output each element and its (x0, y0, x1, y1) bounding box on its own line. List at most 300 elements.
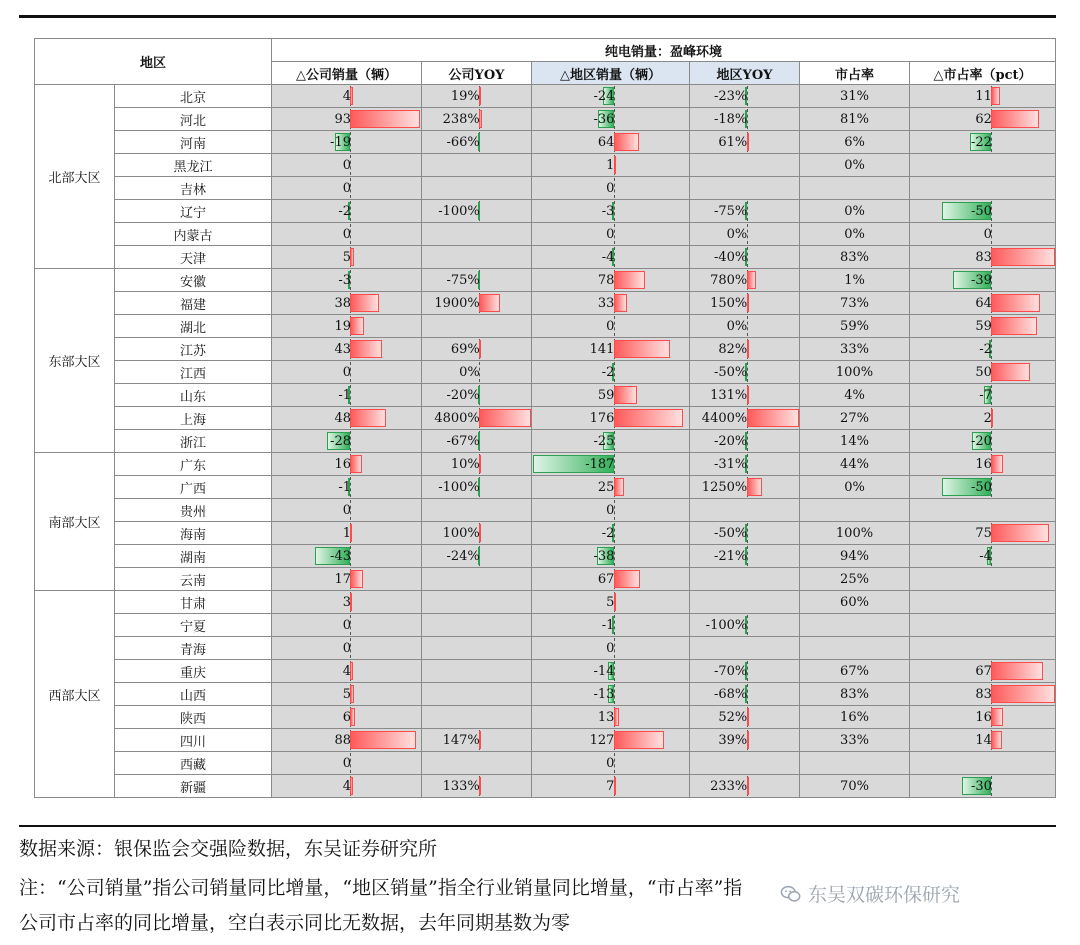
cell-company-sales (272, 246, 422, 269)
cell-company-sales (272, 223, 422, 246)
province-name: 河北 (115, 108, 272, 131)
cell-company-sales (272, 775, 422, 798)
cell-company-sales (272, 752, 422, 775)
cell-value: 59% (840, 318, 869, 334)
cell-region-yoy (690, 407, 800, 430)
cell-value: 27% (840, 410, 869, 426)
cell-value: -50% (713, 525, 748, 541)
province-name: 西藏 (115, 752, 272, 775)
table-row (35, 453, 1056, 476)
cell-market-share (800, 683, 910, 706)
cell-company-sales (272, 614, 422, 637)
cell-value: -1 (338, 387, 351, 403)
cell-value: 81% (840, 111, 869, 127)
cell-value: 75 (975, 525, 992, 541)
cell-company-sales (272, 430, 422, 453)
table-row (35, 752, 1056, 775)
cell-value: 0% (844, 226, 865, 242)
cell-company-sales (272, 131, 422, 154)
cell-market-share (800, 384, 910, 407)
cell-region-sales (532, 637, 690, 660)
cell-region-sales (532, 683, 690, 706)
cell-share-change (910, 775, 1056, 798)
positive-bar (991, 317, 1036, 335)
cell-value: 0% (726, 226, 748, 242)
region-name: 东部大区 (35, 269, 115, 453)
cell-value: 233% (710, 778, 748, 794)
cell-value: 69% (450, 341, 480, 357)
cell-region-yoy (690, 614, 800, 637)
cell-value: 5 (342, 249, 351, 265)
watermark (780, 880, 960, 907)
cell-company-sales (272, 453, 422, 476)
cell-value: 4 (342, 88, 351, 104)
cell-value: 60% (840, 594, 869, 610)
cell-company-yoy (422, 660, 532, 683)
cell-share-change (910, 522, 1056, 545)
cell-company-yoy (422, 315, 532, 338)
table-row (35, 591, 1056, 614)
cell-value: -1 (338, 479, 351, 495)
cell-region-sales (532, 775, 690, 798)
cell-region-yoy (690, 775, 800, 798)
cell-value: 0 (606, 502, 615, 518)
cell-company-yoy (422, 453, 532, 476)
cell-region-sales (532, 338, 690, 361)
cell-value: 0% (459, 364, 480, 380)
cell-region-yoy (690, 246, 800, 269)
cell-value: 0% (844, 479, 865, 495)
cell-region-yoy (690, 729, 800, 752)
cell-company-sales (272, 200, 422, 223)
cell-value: 94% (840, 548, 869, 564)
cell-company-yoy (422, 545, 532, 568)
cell-value: -23% (713, 88, 748, 104)
cell-region-sales (532, 591, 690, 614)
positive-bar (991, 248, 1055, 266)
cell-region-sales (532, 614, 690, 637)
cell-market-share (800, 453, 910, 476)
bottom-rule (19, 825, 1056, 827)
cell-value: -21% (713, 548, 748, 564)
cell-company-sales (272, 315, 422, 338)
province-name: 贵州 (115, 499, 272, 522)
province-name: 辽宁 (115, 200, 272, 223)
positive-bar (350, 570, 363, 588)
province-name: 新疆 (115, 775, 272, 798)
cell-value: 0 (342, 157, 351, 173)
cell-value: 4% (844, 387, 865, 403)
col-region-yoy: 地区YOY (690, 62, 800, 85)
cell-value: 1 (606, 157, 615, 173)
province-name: 四川 (115, 729, 272, 752)
sales-table (34, 38, 1056, 798)
cell-company-sales (272, 338, 422, 361)
group-title: 纯电销量：盈峰环境 (272, 39, 1056, 62)
table-row (35, 108, 1056, 131)
cell-company-sales (272, 729, 422, 752)
cell-region-yoy (690, 568, 800, 591)
cell-value: -4 (601, 249, 615, 265)
cell-company-yoy (422, 499, 532, 522)
cell-value: -50 (971, 479, 992, 495)
cell-region-yoy (690, 338, 800, 361)
cell-company-yoy (422, 108, 532, 131)
table-row (35, 131, 1056, 154)
table-row (35, 430, 1056, 453)
cell-company-sales (272, 499, 422, 522)
cell-region-yoy (690, 200, 800, 223)
cell-market-share (800, 637, 910, 660)
cell-value: -4 (979, 548, 992, 564)
cell-region-sales (532, 131, 690, 154)
province-name: 山东 (115, 384, 272, 407)
region-header: 地区 (35, 39, 272, 85)
positive-bar (991, 363, 1029, 381)
table-row (35, 269, 1056, 292)
cell-region-sales (532, 223, 690, 246)
cell-value: -40% (713, 249, 748, 265)
table-row (35, 568, 1056, 591)
cell-value: -31% (713, 456, 748, 472)
cell-value: -50 (971, 203, 992, 219)
cell-region-yoy (690, 361, 800, 384)
cell-value: 25 (597, 479, 615, 495)
cell-company-yoy (422, 246, 532, 269)
cell-value: 10% (450, 456, 480, 472)
cell-region-sales (532, 269, 690, 292)
cell-value: 100% (835, 525, 874, 541)
cell-value: 62 (975, 111, 992, 127)
cell-region-yoy (690, 545, 800, 568)
cell-value: -38 (593, 548, 615, 564)
cell-region-sales (532, 246, 690, 269)
cell-company-yoy (422, 177, 532, 200)
cell-region-sales (532, 177, 690, 200)
table-row (35, 85, 1056, 108)
cell-value: 13 (597, 709, 615, 725)
cell-value: 83% (840, 249, 869, 265)
positive-bar (350, 731, 416, 749)
cell-share-change (910, 476, 1056, 499)
cell-company-sales (272, 269, 422, 292)
province-name: 江苏 (115, 338, 272, 361)
cell-value: 88 (334, 732, 351, 748)
province-name: 宁夏 (115, 614, 272, 637)
positive-bar (614, 294, 627, 312)
positive-bar (747, 271, 756, 289)
cell-value: 16 (975, 709, 992, 725)
cell-value: -19 (330, 134, 351, 150)
positive-bar (350, 340, 382, 358)
cell-value: 59 (975, 318, 992, 334)
positive-bar (991, 455, 1003, 473)
table-row (35, 706, 1056, 729)
cell-region-yoy (690, 177, 800, 200)
cell-region-sales (532, 729, 690, 752)
cell-region-sales (532, 522, 690, 545)
cell-value: -43 (330, 548, 351, 564)
table-row (35, 154, 1056, 177)
cell-region-yoy (690, 591, 800, 614)
cell-region-yoy (690, 430, 800, 453)
positive-bar (614, 340, 670, 358)
cell-share-change (910, 177, 1056, 200)
cell-region-sales (532, 361, 690, 384)
wechat-icon (780, 883, 802, 905)
cell-region-sales (532, 384, 690, 407)
cell-value: 1900% (434, 295, 480, 311)
positive-bar (991, 685, 1055, 703)
cell-region-yoy (690, 315, 800, 338)
cell-region-yoy (690, 154, 800, 177)
cell-value: 43 (334, 341, 351, 357)
cell-value: 14% (840, 433, 869, 449)
positive-bar (614, 478, 624, 496)
cell-value: 0 (983, 226, 992, 242)
cell-company-sales (272, 637, 422, 660)
cell-share-change (910, 223, 1056, 246)
cell-share-change (910, 545, 1056, 568)
cell-value: -20% (713, 433, 748, 449)
cell-value: -70% (713, 663, 748, 679)
cell-share-change (910, 637, 1056, 660)
cell-company-yoy (422, 752, 532, 775)
cell-company-sales (272, 683, 422, 706)
cell-value: -3 (338, 272, 351, 288)
cell-value: 67% (840, 663, 869, 679)
cell-value: 147% (442, 732, 480, 748)
region-name: 西部大区 (35, 591, 115, 798)
cell-share-change (910, 361, 1056, 384)
cell-region-sales (532, 752, 690, 775)
table-row (35, 637, 1056, 660)
cell-share-change (910, 430, 1056, 453)
col-company-yoy: 公司YOY (422, 62, 532, 85)
cell-value: -2 (601, 525, 615, 541)
top-rule (19, 15, 1056, 18)
cell-value: 0 (342, 180, 351, 196)
cell-value: -20 (971, 433, 992, 449)
table-row (35, 683, 1056, 706)
cell-value: -20% (446, 387, 480, 403)
cell-share-change (910, 568, 1056, 591)
cell-company-sales (272, 407, 422, 430)
cell-region-sales (532, 315, 690, 338)
cell-market-share (800, 338, 910, 361)
cell-value: -75% (446, 272, 480, 288)
cell-region-sales (532, 85, 690, 108)
province-name: 安徽 (115, 269, 272, 292)
cell-value: 0 (342, 617, 351, 633)
cell-company-yoy (422, 292, 532, 315)
cell-region-yoy (690, 453, 800, 476)
table-row (35, 476, 1056, 499)
province-name: 重庆 (115, 660, 272, 683)
positive-bar (991, 708, 1003, 726)
province-name: 海南 (115, 522, 272, 545)
note-line-1: 注：“公司销量”指公司销量同比增量，“地区销量”指全行业销量同比增量，“市占率”指 (19, 877, 743, 899)
cell-value: 7 (606, 778, 615, 794)
positive-bar (614, 386, 637, 404)
cell-value: -67% (446, 433, 480, 449)
cell-value: 64 (597, 134, 615, 150)
province-name: 吉林 (115, 177, 272, 200)
col-region-sales: △地区销量（辆） (532, 62, 690, 85)
cell-value: 67 (975, 663, 992, 679)
cell-value: 0 (606, 226, 615, 242)
cell-value: 2 (983, 410, 992, 426)
cell-region-yoy (690, 683, 800, 706)
cell-value: 133% (442, 778, 480, 794)
cell-value: 0 (606, 755, 615, 771)
cell-value: -7 (979, 387, 992, 403)
cell-region-sales (532, 200, 690, 223)
cell-value: -1 (601, 617, 615, 633)
province-name: 云南 (115, 568, 272, 591)
province-name: 北京 (115, 85, 272, 108)
positive-bar (991, 294, 1040, 312)
cell-value: -3 (601, 203, 615, 219)
cell-value: 14 (975, 732, 992, 748)
cell-company-sales (272, 545, 422, 568)
cell-value: -2 (601, 364, 615, 380)
cell-region-sales (532, 292, 690, 315)
cell-market-share (800, 223, 910, 246)
table-row (35, 246, 1056, 269)
positive-bar (747, 478, 762, 496)
cell-share-change (910, 729, 1056, 752)
cell-value: 73% (840, 295, 869, 311)
cell-region-yoy (690, 660, 800, 683)
cell-share-change (910, 246, 1056, 269)
cell-value: 52% (718, 709, 748, 725)
cell-value: -2 (338, 203, 351, 219)
cell-market-share (800, 430, 910, 453)
cell-market-share (800, 154, 910, 177)
cell-value: 1% (844, 272, 865, 288)
table-row (35, 499, 1056, 522)
cell-value: 141 (589, 341, 615, 357)
positive-bar (350, 110, 419, 128)
cell-value: -187 (585, 456, 615, 472)
watermark-text: 东吴双碳环保研究 (808, 884, 961, 906)
cell-market-share (800, 269, 910, 292)
cell-value: 82% (718, 341, 748, 357)
cell-market-share (800, 131, 910, 154)
cell-value: 44% (840, 456, 869, 472)
cell-region-sales (532, 407, 690, 430)
positive-bar (991, 110, 1039, 128)
cell-value: 4400% (701, 410, 748, 426)
cell-share-change (910, 131, 1056, 154)
cell-market-share (800, 200, 910, 223)
cell-value: 6% (844, 134, 865, 150)
province-name: 陕西 (115, 706, 272, 729)
province-name: 广西 (115, 476, 272, 499)
table-row (35, 660, 1056, 683)
cell-value: -18% (713, 111, 748, 127)
cell-value: 19 (334, 318, 351, 334)
cell-value: 238% (442, 111, 480, 127)
cell-company-yoy (422, 591, 532, 614)
positive-bar (991, 731, 1002, 749)
cell-region-sales (532, 108, 690, 131)
cell-region-sales (532, 476, 690, 499)
cell-value: 16 (334, 456, 351, 472)
cell-value: -50% (713, 364, 748, 380)
cell-company-yoy (422, 522, 532, 545)
province-name: 河南 (115, 131, 272, 154)
cell-company-yoy (422, 775, 532, 798)
cell-value: 39% (718, 732, 748, 748)
cell-value: 67 (597, 571, 615, 587)
cell-value: 1 (342, 525, 351, 541)
cell-region-sales (532, 706, 690, 729)
cell-region-yoy (690, 223, 800, 246)
col-share-change: △市占率（pct） (910, 62, 1056, 85)
cell-value: -2 (979, 341, 992, 357)
cell-market-share (800, 660, 910, 683)
cell-region-sales (532, 545, 690, 568)
cell-value: -14 (593, 663, 615, 679)
cell-value: 83% (840, 686, 869, 702)
cell-value: 131% (710, 387, 748, 403)
cell-market-share (800, 545, 910, 568)
province-name: 甘肃 (115, 591, 272, 614)
cell-share-change (910, 752, 1056, 775)
cell-value: 780% (710, 272, 748, 288)
cell-company-yoy (422, 338, 532, 361)
cell-region-yoy (690, 384, 800, 407)
cell-company-yoy (422, 154, 532, 177)
cell-company-sales (272, 476, 422, 499)
note-line-2: 公司市占率的同比增量，空白表示同比无数据，去年同期基数为零 (19, 912, 571, 934)
cell-region-yoy (690, 108, 800, 131)
cell-region-yoy (690, 637, 800, 660)
cell-market-share (800, 729, 910, 752)
cell-value: 6 (342, 709, 351, 725)
cell-value: 0 (606, 180, 615, 196)
table-row (35, 614, 1056, 637)
cell-market-share (800, 407, 910, 430)
cell-value: 3 (342, 594, 351, 610)
cell-company-sales (272, 384, 422, 407)
cell-company-yoy (422, 361, 532, 384)
cell-value: -66% (446, 134, 480, 150)
cell-value: 4800% (434, 410, 480, 426)
cell-value: 5 (342, 686, 351, 702)
cell-value: 78 (597, 272, 615, 288)
cell-share-change (910, 338, 1056, 361)
cell-value: 38 (334, 295, 351, 311)
cell-region-yoy (690, 292, 800, 315)
cell-value: 150% (710, 295, 748, 311)
province-name: 青海 (115, 637, 272, 660)
cell-market-share (800, 522, 910, 545)
cell-region-yoy (690, 706, 800, 729)
cell-share-change (910, 453, 1056, 476)
cell-company-sales (272, 660, 422, 683)
cell-market-share (800, 108, 910, 131)
cell-market-share (800, 499, 910, 522)
positive-bar (614, 271, 645, 289)
cell-value: 61% (718, 134, 748, 150)
cell-value: 0% (726, 318, 748, 334)
cell-company-yoy (422, 706, 532, 729)
cell-value: 0 (342, 226, 351, 242)
table-row (35, 338, 1056, 361)
